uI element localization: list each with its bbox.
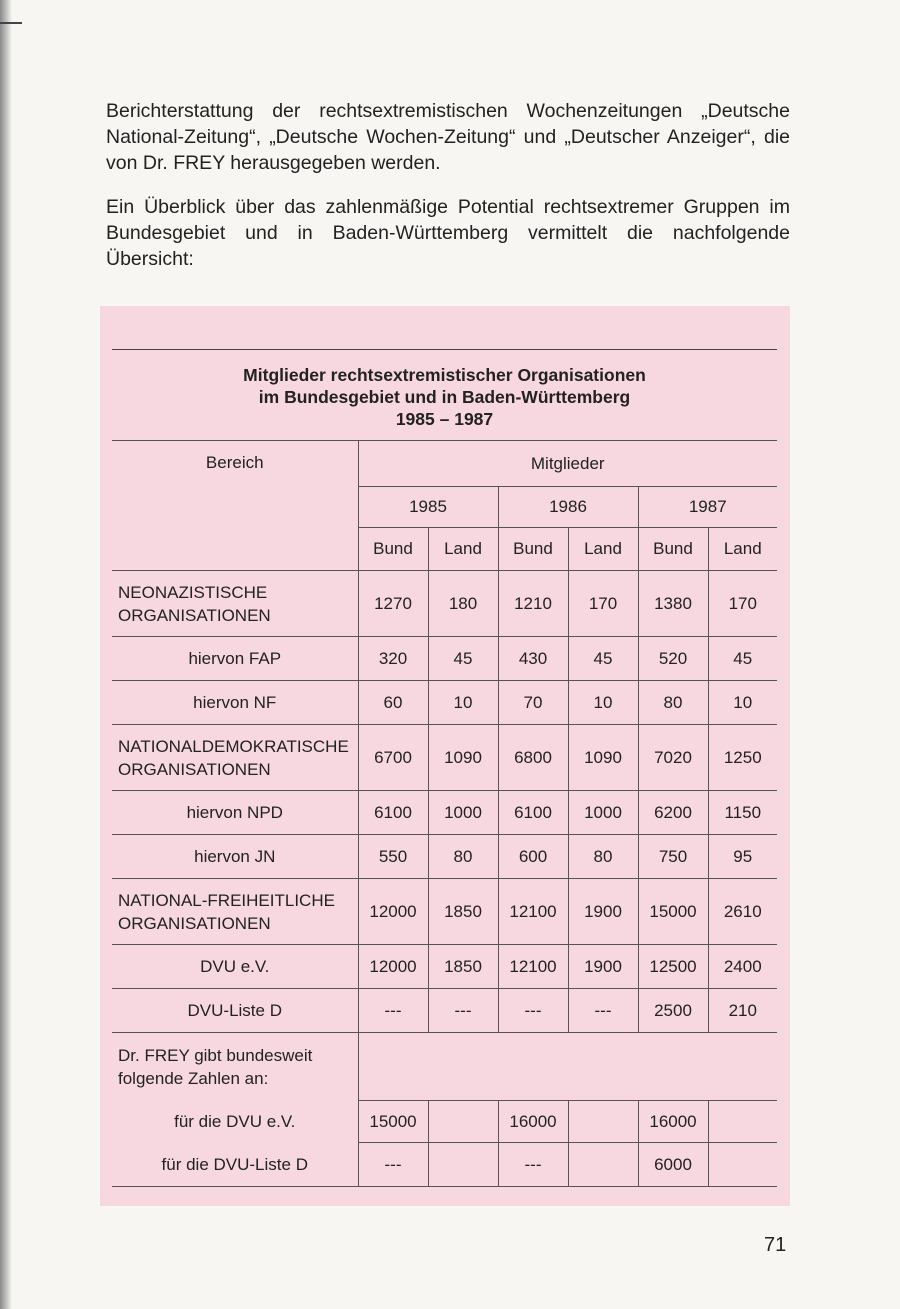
cell-value — [568, 1101, 638, 1143]
header-year: 1985 — [358, 487, 498, 528]
cell-value: 1380 — [638, 571, 708, 637]
cell-value: 750 — [638, 835, 708, 879]
cell-value: 170 — [568, 571, 638, 637]
cell-value: 1850 — [428, 879, 498, 945]
header-year: 1986 — [498, 487, 638, 528]
cell-value: 1270 — [358, 571, 428, 637]
header-land: Land — [708, 528, 777, 571]
table-row — [112, 1101, 777, 1143]
cell-value: 6100 — [498, 791, 568, 835]
cell-value — [708, 1101, 777, 1143]
intro-paragraph-1: Berichterstattung der rechtsextremistischen Wochenzeitungen „Deutsche National-Zeitung“, „Deutsche Wochen-Zeitung“ und „Deutscher Anzeiger“, die von Dr. FREY herausgegeben werden. — [106, 100, 790, 174]
intro-paragraph-2: Ein Überblick über das zahlenmäßige Potential rechtsextremer Gruppen im Bundesgebiet und in Baden-Württemberg vermittelt die nachfolgende Übersicht: — [106, 196, 790, 270]
header-bund: Bund — [498, 528, 568, 571]
table-row — [112, 571, 777, 637]
cell-value: 6800 — [498, 725, 568, 791]
cell-value: 1090 — [428, 725, 498, 791]
cell-value: 95 — [708, 835, 777, 879]
cell-value: 45 — [568, 637, 638, 681]
row-label: für die DVU-Liste D — [112, 1143, 358, 1187]
cell-value: 1250 — [708, 725, 777, 791]
row-label: hiervon JN — [112, 835, 358, 879]
table-row — [112, 879, 777, 945]
cell-value — [708, 1143, 777, 1187]
page-number: 71 — [764, 1234, 787, 1256]
cell-value: 1210 — [498, 571, 568, 637]
cell-value: 15000 — [358, 1101, 428, 1143]
cell-value: 2400 — [708, 945, 777, 989]
header-bund: Bund — [638, 528, 708, 571]
cell-value: 10 — [708, 681, 777, 725]
row-label: hiervon NPD — [112, 791, 358, 835]
table-row — [112, 637, 777, 681]
cell-value: 15000 — [638, 879, 708, 945]
header-bund: Bund — [358, 528, 428, 571]
cell-value — [428, 1101, 498, 1143]
cell-value — [428, 1143, 498, 1187]
row-label: hiervon FAP — [112, 637, 358, 681]
cell-value: 6000 — [638, 1143, 708, 1187]
cell-value: 430 — [498, 637, 568, 681]
cell-value: 80 — [638, 681, 708, 725]
row-label: DVU-Liste D — [112, 989, 358, 1033]
cell-value: 80 — [428, 835, 498, 879]
cell-value: 600 — [498, 835, 568, 879]
cell-value: 12000 — [358, 879, 428, 945]
table-row-note — [112, 1033, 777, 1101]
cell-value: 16000 — [638, 1101, 708, 1143]
cell-value: 12500 — [638, 945, 708, 989]
cell-value: --- — [358, 1143, 428, 1187]
cell-value: 12000 — [358, 945, 428, 989]
cell-value: 550 — [358, 835, 428, 879]
row-label: NEONAZISTISCHE ORGANISATIONEN — [112, 571, 358, 637]
header-land: Land — [428, 528, 498, 571]
cell-value: 60 — [358, 681, 428, 725]
cell-value — [568, 1143, 638, 1187]
cell-value: 170 — [708, 571, 777, 637]
cell-value: 2610 — [708, 879, 777, 945]
cell-value: 10 — [428, 681, 498, 725]
cell-value: 7020 — [638, 725, 708, 791]
cell-value: 1150 — [708, 791, 777, 835]
row-label: NATIONALDEMOKRATISCHE ORGANISATIONEN — [112, 725, 358, 791]
cell-value: 210 — [708, 989, 777, 1033]
frey-note: Dr. FREY gibt bundesweit folgende Zahlen an: — [118, 1045, 313, 1088]
table-title-line-2: im Bundesgebiet und in Baden-Württemberg — [258, 387, 631, 407]
cell-value: 16000 — [498, 1101, 568, 1143]
header-land: Land — [568, 528, 638, 571]
cell-value: 1000 — [428, 791, 498, 835]
cell-value: --- — [568, 989, 638, 1033]
header-mitglieder: Mitglieder — [358, 441, 777, 487]
table-row — [112, 791, 777, 835]
table-row — [112, 989, 777, 1033]
table-row — [112, 1143, 777, 1187]
frey-note-empty — [358, 1033, 777, 1101]
row-label: NATIONAL-FREIHEITLICHE ORGANISATIONEN — [112, 879, 358, 945]
cell-value: 1900 — [568, 945, 638, 989]
cell-value: 80 — [568, 835, 638, 879]
table-top-rule — [112, 349, 777, 350]
table-row — [112, 835, 777, 879]
page-binding-shadow — [0, 0, 12, 1309]
cell-value: 1900 — [568, 879, 638, 945]
table-row — [112, 681, 777, 725]
cell-value: 6700 — [358, 725, 428, 791]
table-title-line-1: Mitglieder rechtsextremistischer Organisationen — [243, 365, 646, 385]
cell-value: --- — [498, 989, 568, 1033]
cell-value: 1000 — [568, 791, 638, 835]
row-label: hiervon NF — [112, 681, 358, 725]
header-year: 1987 — [638, 487, 777, 528]
cell-value: 12100 — [498, 945, 568, 989]
cell-value: 6100 — [358, 791, 428, 835]
cell-value: 320 — [358, 637, 428, 681]
cell-value: 1850 — [428, 945, 498, 989]
cell-value: 180 — [428, 571, 498, 637]
cell-value: --- — [498, 1143, 568, 1187]
cell-value: 10 — [568, 681, 638, 725]
cell-value: --- — [358, 989, 428, 1033]
row-label: DVU e.V. — [112, 945, 358, 989]
cell-value: 70 — [498, 681, 568, 725]
cell-value: 2500 — [638, 989, 708, 1033]
row-label: für die DVU e.V. — [174, 1112, 296, 1131]
cell-value: 1090 — [568, 725, 638, 791]
cell-value: 45 — [708, 637, 777, 681]
table-title-line-3: 1985 – 1987 — [395, 409, 494, 429]
cell-value: 45 — [428, 637, 498, 681]
binding-mark — [0, 22, 22, 24]
cell-value: 6200 — [638, 791, 708, 835]
cell-value: --- — [428, 989, 498, 1033]
table-row — [112, 945, 777, 989]
header-bereich: Bereich — [112, 441, 358, 571]
members-table — [112, 440, 777, 1187]
cell-value: 12100 — [498, 879, 568, 945]
table-title — [112, 364, 777, 430]
table-row — [112, 725, 777, 791]
cell-value: 520 — [638, 637, 708, 681]
